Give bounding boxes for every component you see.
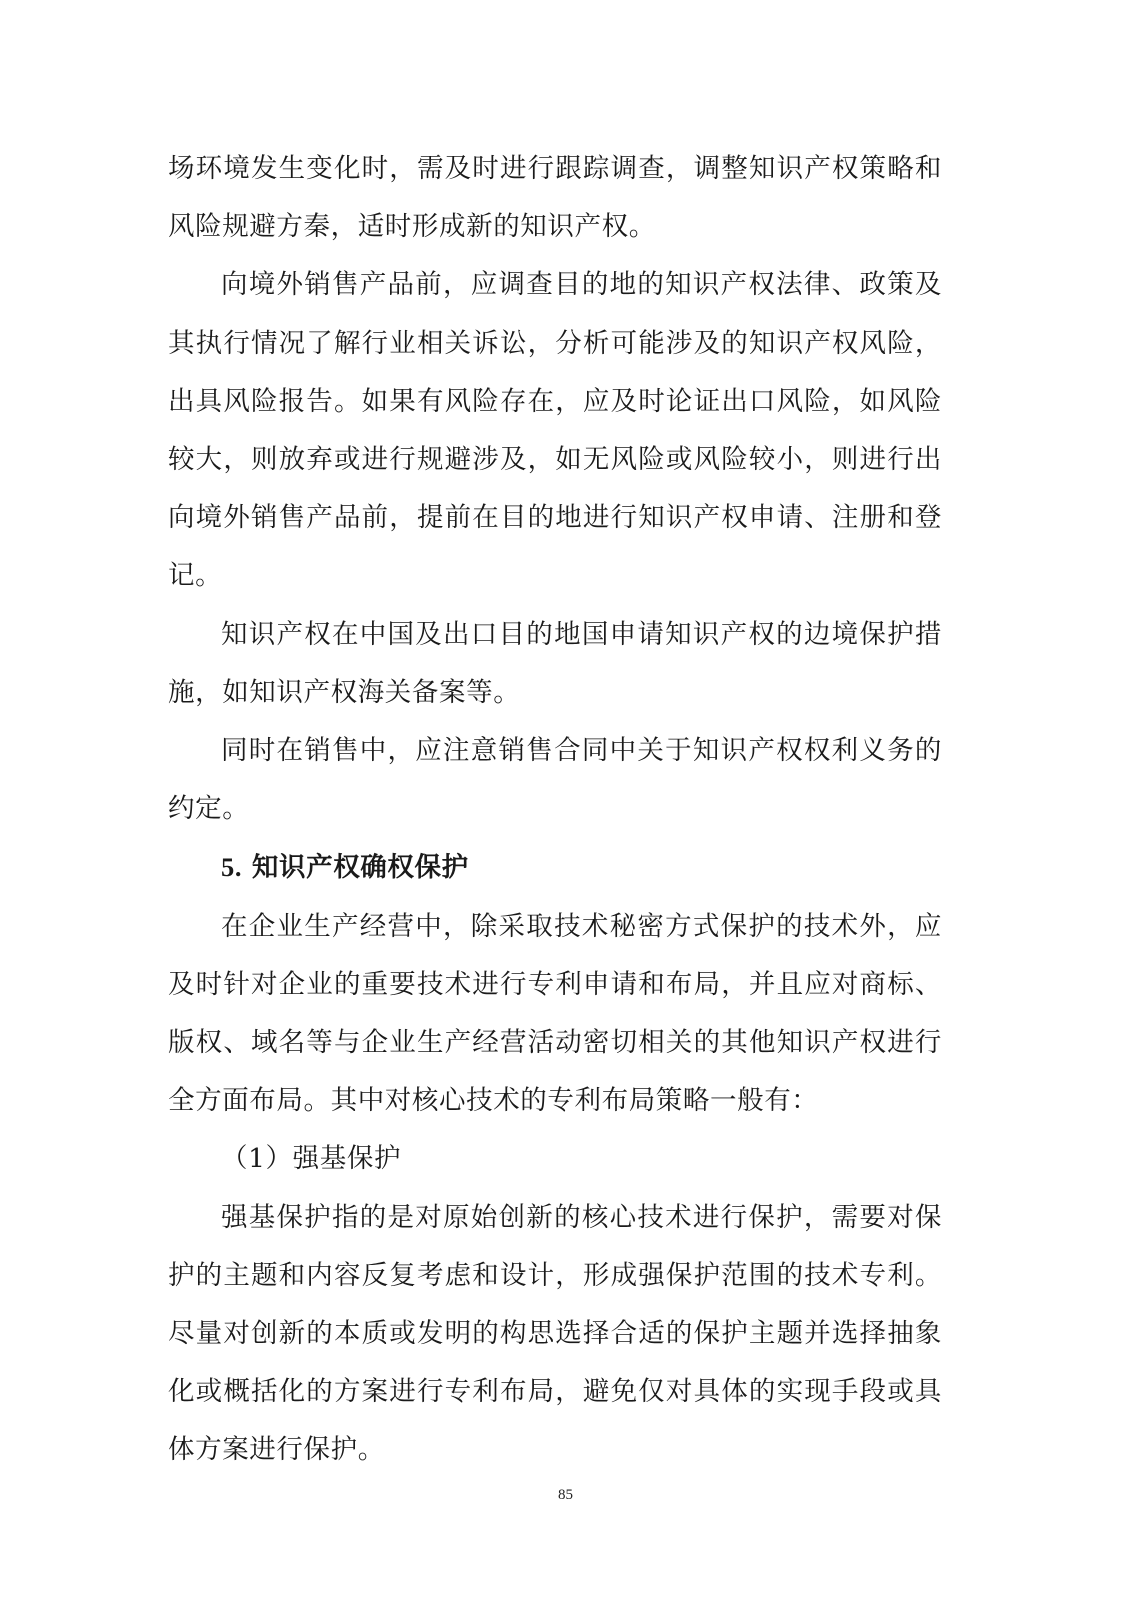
paragraph-export-investigation: 向境外销售产品前，应调查目的地的知识产权法律、政策及其执行情况了解行业相关诉讼，分析可能涉及的知识产权风险，出具风险报告。如果有风险存在，应及时论证出口风险，如风险较大，则放弃或进行规避涉及，如无风险或风险较小，则进行出向境外销售产品前，提前在目的地进行知识产权申请、注册和登记。 xyxy=(168,269,942,592)
paragraph-border-protection: 知识产权在中国及出口目的地国申请知识产权的边境保护措施，如知识产权海关备案等。 xyxy=(168,618,942,708)
body-text xyxy=(168,140,942,1480)
paragraph-continuation: 场环境发生变化时，需及时进行跟踪调查，调整知识产权策略和风险规避方秦，适时形成新的知识产权。 xyxy=(168,153,942,243)
section-heading xyxy=(168,838,942,897)
page-number: 85 xyxy=(558,1487,573,1503)
paragraph-patent-layout: 在企业生产经营中，除采取技术秘密方式保护的技术外，应及时针对企业的重要技术进行专利申请和布局，并且应对商标、版权、域名等与企业生产经营活动密切相关的其他知识产权进行全方面布局。其中对核心技术的专利布局策略一般有： xyxy=(168,910,942,1117)
section-title: 知识产权确权保护 xyxy=(251,852,469,884)
paragraph-sales-contract: 同时在销售中，应注意销售合同中关于知识产权权利义务的约定。 xyxy=(168,735,942,825)
paragraph-strong-base-protection: 强基保护指的是对原始创新的核心技术进行保护，需要对保护的主题和内容反复考虑和设计，形成强保护范围的技术专利。尽量对创新的本质或发明的构思选择合适的保护主题并选择抽象化或概括化的方案进行专利布局，避免仅对具体的实现手段或具体方案进行保护。 xyxy=(168,1201,942,1466)
section-number: 5. xyxy=(221,852,243,883)
subheading-strong-base: （1）强基保护 xyxy=(221,1143,402,1175)
